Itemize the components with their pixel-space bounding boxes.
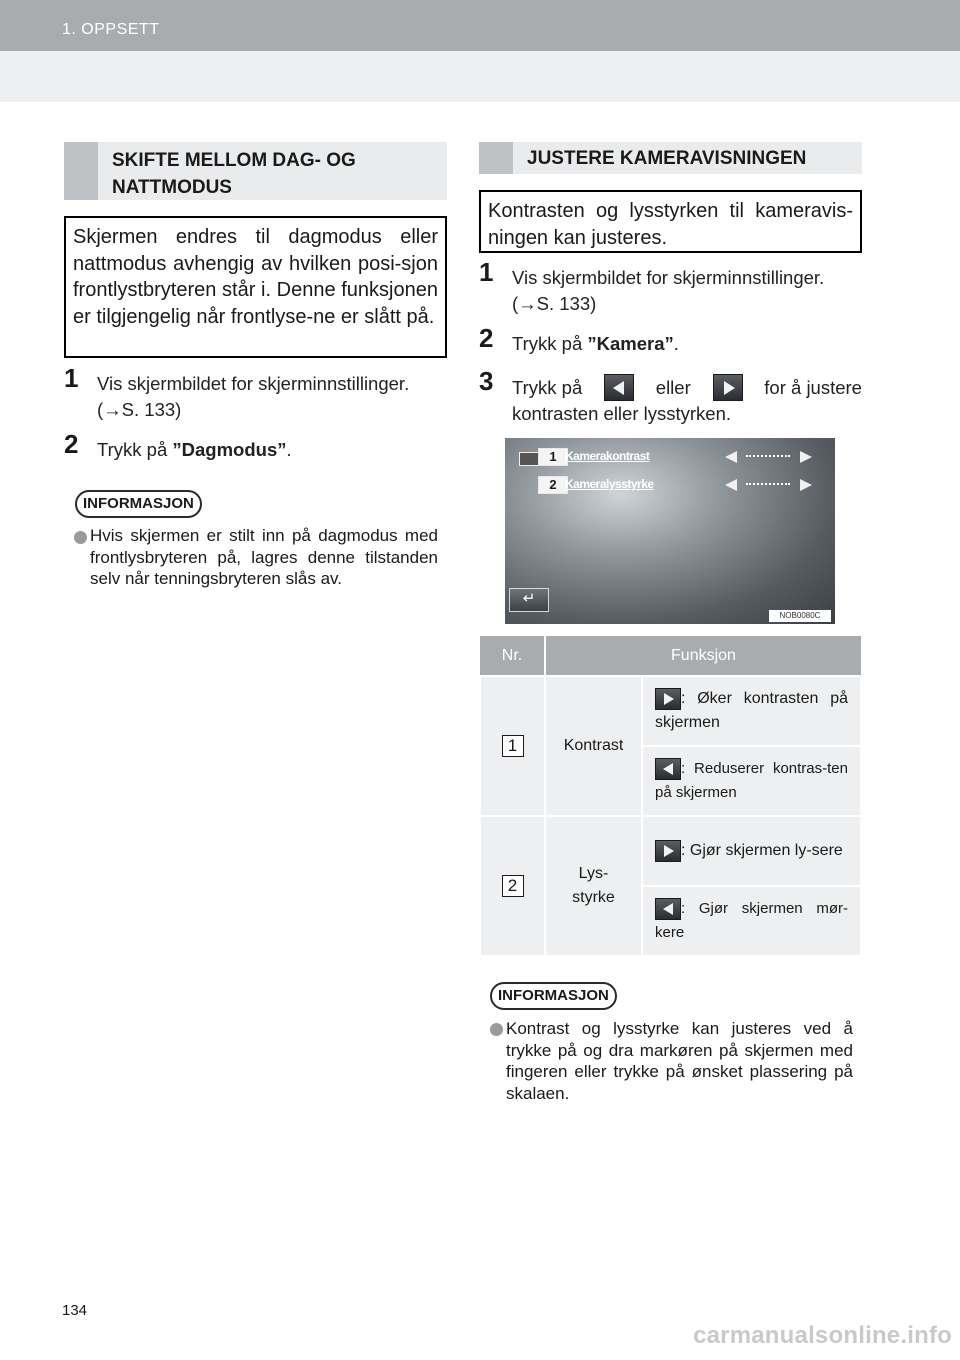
right-arrow-button-icon bbox=[655, 840, 681, 862]
step-2 bbox=[479, 323, 862, 357]
row-number-box: 1 bbox=[502, 735, 524, 757]
page-reference[interactable]: (→S. 133) bbox=[512, 293, 597, 314]
screen-row-label: Kamerakontrast bbox=[565, 449, 650, 463]
step-number: 1 bbox=[64, 363, 79, 393]
intro-box: Kontrasten og lysstyrken til kameravis-ningen kan justeres. bbox=[479, 190, 862, 253]
info-text: Kontrast og lysstyrke kan justeres ved å trykke på og dra markøren på skjermen med fingeren eller trykke på ønsket plassering på skalaen. bbox=[506, 1019, 853, 1103]
watermark-logo: carmanualsonline.info bbox=[693, 1322, 952, 1349]
row-name: Kontrast bbox=[545, 676, 642, 816]
screen-right-arrow-icon bbox=[800, 451, 812, 463]
left-arrow-button-icon bbox=[655, 758, 681, 780]
chapter-title: 1. OPPSETT bbox=[62, 21, 160, 38]
left-arrow-button-icon bbox=[604, 374, 634, 401]
step-button-name: ”Kamera” bbox=[587, 333, 674, 354]
bullet-icon bbox=[490, 1023, 503, 1036]
step-number: 2 bbox=[64, 429, 79, 459]
step-1 bbox=[479, 257, 862, 317]
row-number bbox=[480, 676, 545, 816]
image-code: NOB0080C bbox=[769, 610, 831, 622]
table-row bbox=[480, 676, 861, 746]
camera-settings-screen bbox=[505, 438, 835, 624]
desc-text: : Øker kontrasten på skjermen bbox=[655, 690, 848, 731]
step-text: Trykk på bbox=[97, 439, 173, 460]
step-3-line bbox=[512, 374, 862, 401]
step-number: 3 bbox=[479, 366, 494, 396]
desc-text: : Gjør skjermen mør-kere bbox=[655, 900, 848, 941]
step-number: 1 bbox=[479, 257, 494, 287]
step-text: kontrasten eller lysstyrken. bbox=[512, 403, 732, 424]
bullet-icon bbox=[74, 531, 87, 544]
info-text: Hvis skjermen er stilt inn på dagmodus med frontlysbryteren på, lagres denne tilstanden selv når tenningsbryteren slås av. bbox=[90, 526, 438, 588]
table-row bbox=[480, 816, 861, 886]
step-text: Vis skjermbildet for skjerminnstillinger. bbox=[512, 267, 825, 288]
step-2 bbox=[64, 429, 452, 463]
desc-text: : Reduserer kontras-ten på skjermen bbox=[655, 760, 848, 801]
screen-left-arrow-icon bbox=[725, 451, 737, 463]
intro-box: Skjermen endres til dagmodus eller nattmodus avhengig av hvilken posi-sjon frontlystbryteren står i. Denne funksjonen er tilgjengelig når frontlyse-ne er slått på. bbox=[64, 216, 447, 358]
step-text: Vis skjermbildet for skjerminnstillinger. bbox=[97, 373, 410, 394]
row-number-box: 2 bbox=[502, 875, 524, 897]
step-punct: . bbox=[673, 333, 679, 354]
section-header-bar bbox=[479, 142, 513, 174]
callout-marker: 2 bbox=[538, 476, 568, 494]
col-header-nr: Nr. bbox=[480, 636, 545, 676]
back-arrow-icon: ↵ bbox=[509, 588, 549, 612]
step-text: eller bbox=[655, 376, 691, 398]
section-header-day-night bbox=[64, 142, 447, 200]
section-title: SKIFTE MELLOM DAG- OG NATTMODUS bbox=[112, 150, 356, 198]
step-punct: . bbox=[286, 439, 292, 460]
screen-scale bbox=[746, 483, 790, 486]
screen-row-label: Kameralysstyrke bbox=[565, 477, 654, 491]
page-reference[interactable]: (→S. 133) bbox=[97, 399, 182, 420]
step-text: for å justere bbox=[764, 376, 862, 398]
right-arrow-button-icon bbox=[713, 374, 743, 401]
section-header-bar bbox=[64, 142, 98, 200]
right-arrow-button-icon bbox=[655, 688, 681, 710]
row-number bbox=[480, 816, 545, 956]
desc-text: : Gjør skjermen ly-sere bbox=[681, 842, 843, 859]
screen-row-brightness bbox=[520, 474, 825, 496]
screen-right-arrow-icon bbox=[800, 479, 812, 491]
page-number: 134 bbox=[62, 1302, 88, 1319]
col-header-function: Funksjon bbox=[545, 636, 861, 676]
step-3 bbox=[479, 366, 862, 427]
step-number: 2 bbox=[479, 323, 494, 353]
row-desc bbox=[642, 746, 861, 816]
step-1 bbox=[64, 363, 452, 423]
screen-row-contrast bbox=[520, 446, 825, 468]
screen-scale bbox=[746, 455, 790, 458]
info-label: INFORMASJON bbox=[490, 982, 617, 1010]
row-desc bbox=[642, 676, 861, 746]
row-desc bbox=[642, 816, 861, 886]
section-header-camera bbox=[479, 142, 862, 174]
header-bar bbox=[0, 0, 960, 51]
callout-marker: 1 bbox=[538, 448, 568, 466]
section-title: JUSTERE KAMERAVISNINGEN bbox=[527, 148, 807, 169]
row-name: Lys-styrke bbox=[545, 816, 642, 956]
row-desc bbox=[642, 886, 861, 956]
function-table bbox=[479, 636, 862, 957]
screen-left-arrow-icon bbox=[725, 479, 737, 491]
info-label: INFORMASJON bbox=[75, 490, 202, 518]
step-text: Trykk på bbox=[512, 376, 583, 398]
step-text: Trykk på bbox=[512, 333, 588, 354]
step-button-name: ”Dagmodus” bbox=[172, 439, 287, 460]
left-arrow-button-icon bbox=[655, 898, 681, 920]
